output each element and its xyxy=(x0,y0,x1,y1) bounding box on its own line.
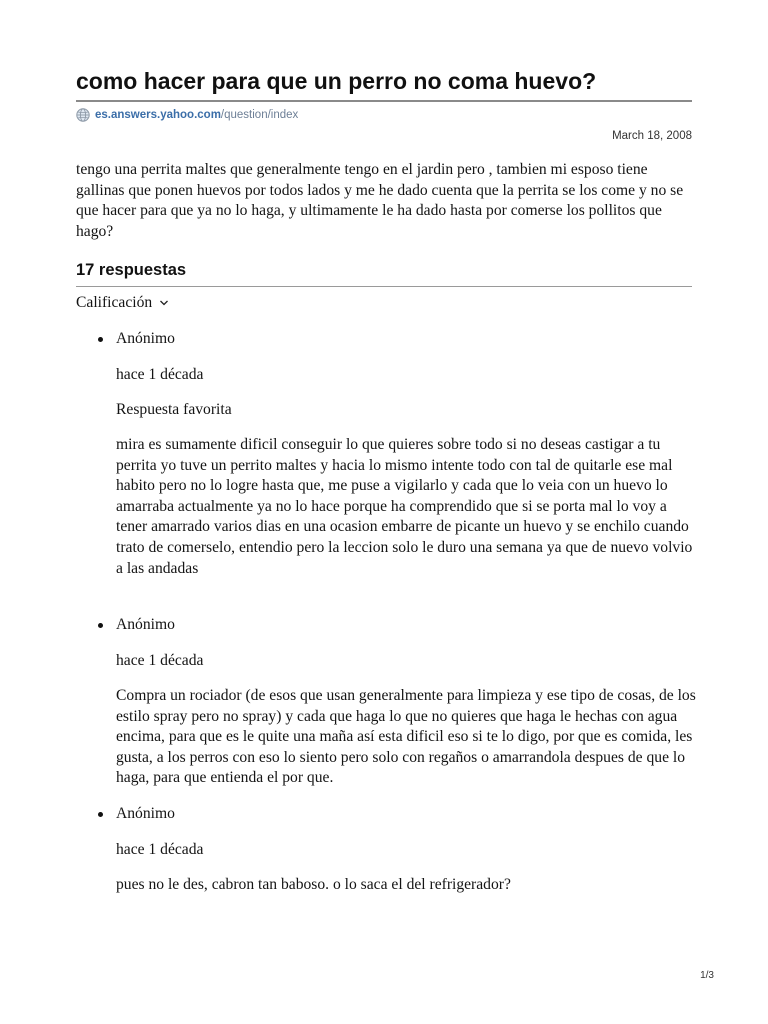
title-divider xyxy=(76,100,692,102)
source-domain[interactable]: es.answers.yahoo.com xyxy=(95,109,221,121)
sort-label: Calificación xyxy=(76,294,153,311)
answer-author: Anónimo xyxy=(116,805,175,822)
page-number: 1/3 xyxy=(700,970,714,981)
answer-text: mira es sumamente dificil conseguir lo que quieres sobre todo si no deseas castigar a tu perrita yo tuve un perrito maltes y hacia lo mismo intente todo con tal de quitarle ese mal habito pero no lo logre hasta que, me puse a vigilarlo y cada que lo veia con un huevo lo amarraba actualmente ya no lo hace porque ha comprendido que si se porta mal lo voy a tener amarrado varios dias en una ocasion embarre de picante un huevo y se enchilo cuando trato de comerselo, entendio pero la leccion solo le duro una semana ya que de nuevo volvio a las andadas xyxy=(116,436,693,577)
list-bullet xyxy=(98,337,103,342)
source-path[interactable]: /question/index xyxy=(220,109,299,121)
list-bullet xyxy=(98,812,103,817)
answer-time: hace 1 década xyxy=(116,841,204,858)
sort-dropdown[interactable] xyxy=(76,293,169,314)
answers-count: 17 respuestas xyxy=(76,261,187,279)
chevron-down-icon xyxy=(159,299,169,307)
answer-author: Anónimo xyxy=(116,330,175,347)
source-link[interactable] xyxy=(76,106,298,124)
answer-time: hace 1 década xyxy=(116,366,204,383)
favorite-answer-badge: Respuesta favorita xyxy=(116,401,232,418)
answer-text: Compra un rociador (de esos que usan generalmente para limpieza y ese tipo de cosas, de los estilo spray pero no spray) y cada que haga lo que no quieres que haga le hechas con agua encima, para que es le quite una maña así esta dificil eso si te lo digo, por que es comida, les gusta, a los perros con eso lo siento pero solo con regaños o amarrandola despues de que lo haga, para que entienda el por que. xyxy=(116,687,696,787)
globe-icon xyxy=(76,108,90,122)
answers-divider xyxy=(76,286,692,287)
answer-time: hace 1 década xyxy=(116,652,204,669)
page-title: como hacer para que un perro no coma huevo? xyxy=(76,68,597,94)
list-bullet xyxy=(98,623,103,628)
answer-text: pues no le des, cabron tan baboso. o lo saca el del refrigerador? xyxy=(116,876,511,893)
question-text: tengo una perrita maltes que generalmente tengo en el jardin pero , tambien mi esposo tiene gallinas que ponen huevos por todos lados y me he dado cuenta que la perrita se los come y no se que hacer para que ya no lo haga, y ultimamente le ha dado hasta por comerse los pollitos que hago? xyxy=(76,161,684,240)
post-date: March 18, 2008 xyxy=(612,130,692,142)
answer-author: Anónimo xyxy=(116,616,175,633)
